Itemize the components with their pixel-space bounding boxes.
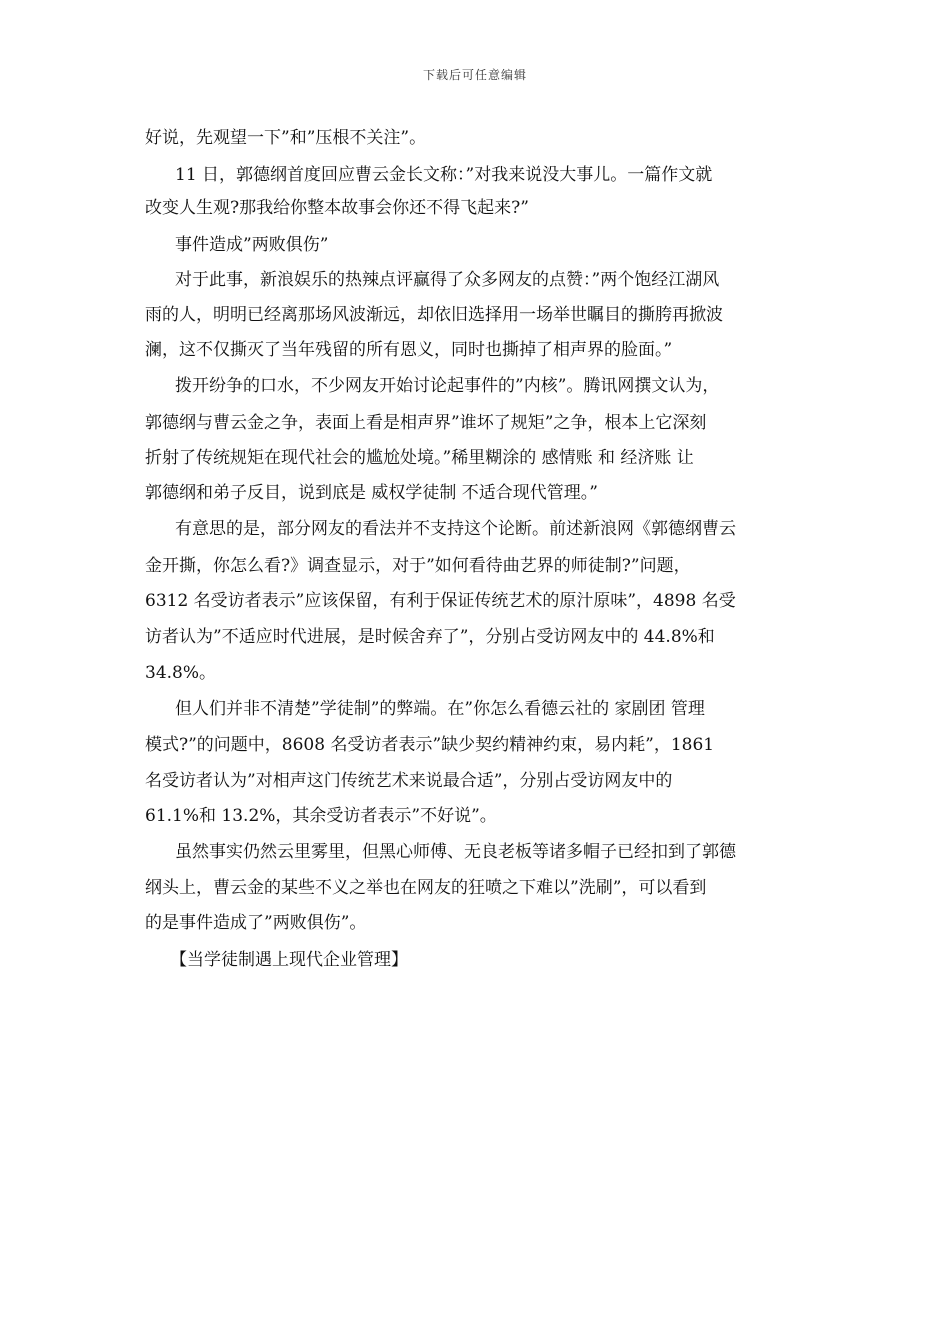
text-line: 但人们并非不清楚”学徒制”的弊端。在”你怎么看德云社的 家剧团 管理 — [175, 699, 705, 719]
text-line: 模式?”的问题中，8608 名受访者表示”缺少契约精神约束，易内耗”，1861 — [145, 735, 715, 755]
text-line: 的是事件造成了”两败俱伤”。 — [145, 913, 367, 933]
section-heading: 事件造成”两败俱伤” — [175, 235, 329, 255]
text-line: 郭德纲和弟子反目，说到底是 威权学徒制 不适合现代管理。” — [145, 483, 598, 503]
page-header: 下载后可任意编辑 — [422, 68, 527, 82]
text-line: 好说，先观望一下”和”压根不关注”。 — [145, 128, 427, 148]
text-line: 6312 名受访者表示”应该保留，有利于保证传统艺术的原汁原味”，4898 名受 — [145, 591, 736, 611]
text-line: 郭德纲与曹云金之争，表面上看是相声界”谁坏了规矩”之争，根本上它深刻 — [145, 413, 707, 433]
section-heading: 【当学徒制遇上现代企业管理】 — [170, 950, 408, 970]
text-line: 金开撕，你怎么看?》调查显示，对于”如何看待曲艺界的师徒制?”问题， — [145, 556, 691, 576]
text-line: 改变人生观?那我给你整本故事会你还不得飞起来?” — [145, 198, 529, 218]
text-line: 拨开纷争的口水，不少网友开始讨论起事件的”内核”。腾讯网撰文认为， — [175, 376, 720, 396]
text-line: 对于此事，新浪娱乐的热辣点评赢得了众多网友的点赞：”两个饱经江湖风 — [175, 270, 720, 290]
text-line: 34.8%。 — [145, 663, 217, 683]
text-line: 访者认为”不适应时代进展，是时候舍弃了”，分别占受访网友中的 44.8%和 — [145, 627, 715, 647]
text-line: 有意思的是，部分网友的看法并不支持这个论断。前述新浪网《郭德纲曹云 — [175, 519, 736, 539]
text-line: 雨的人，明明已经离那场风波渐远，却依旧选择用一场举世瞩目的撕胯再掀波 — [145, 305, 723, 325]
text-line: 虽然事实仍然云里雾里，但黑心师傅、无良老板等诸多帽子已经扣到了郭德 — [175, 842, 736, 862]
text-line: 澜，这不仅撕灭了当年残留的所有恩义，同时也撕掉了相声界的脸面。” — [145, 340, 673, 360]
text-line: 61.1%和 13.2%，其余受访者表示”不好说”。 — [145, 806, 497, 826]
text-line: 11 日，郭德纲首度回应曹云金长文称：”对我来说没大事儿。一篇作文就 — [175, 165, 713, 185]
text-line: 名受访者认为”对相声这门传统艺术来说最合适”，分别占受访网友中的 — [145, 771, 673, 791]
text-line: 纲头上，曹云金的某些不义之举也在网友的狂喷之下难以”洗刷”，可以看到 — [145, 878, 707, 898]
text-line: 折射了传统规矩在现代社会的尴尬处境。”稀里糊涂的 感情账 和 经济账 让 — [145, 448, 694, 468]
